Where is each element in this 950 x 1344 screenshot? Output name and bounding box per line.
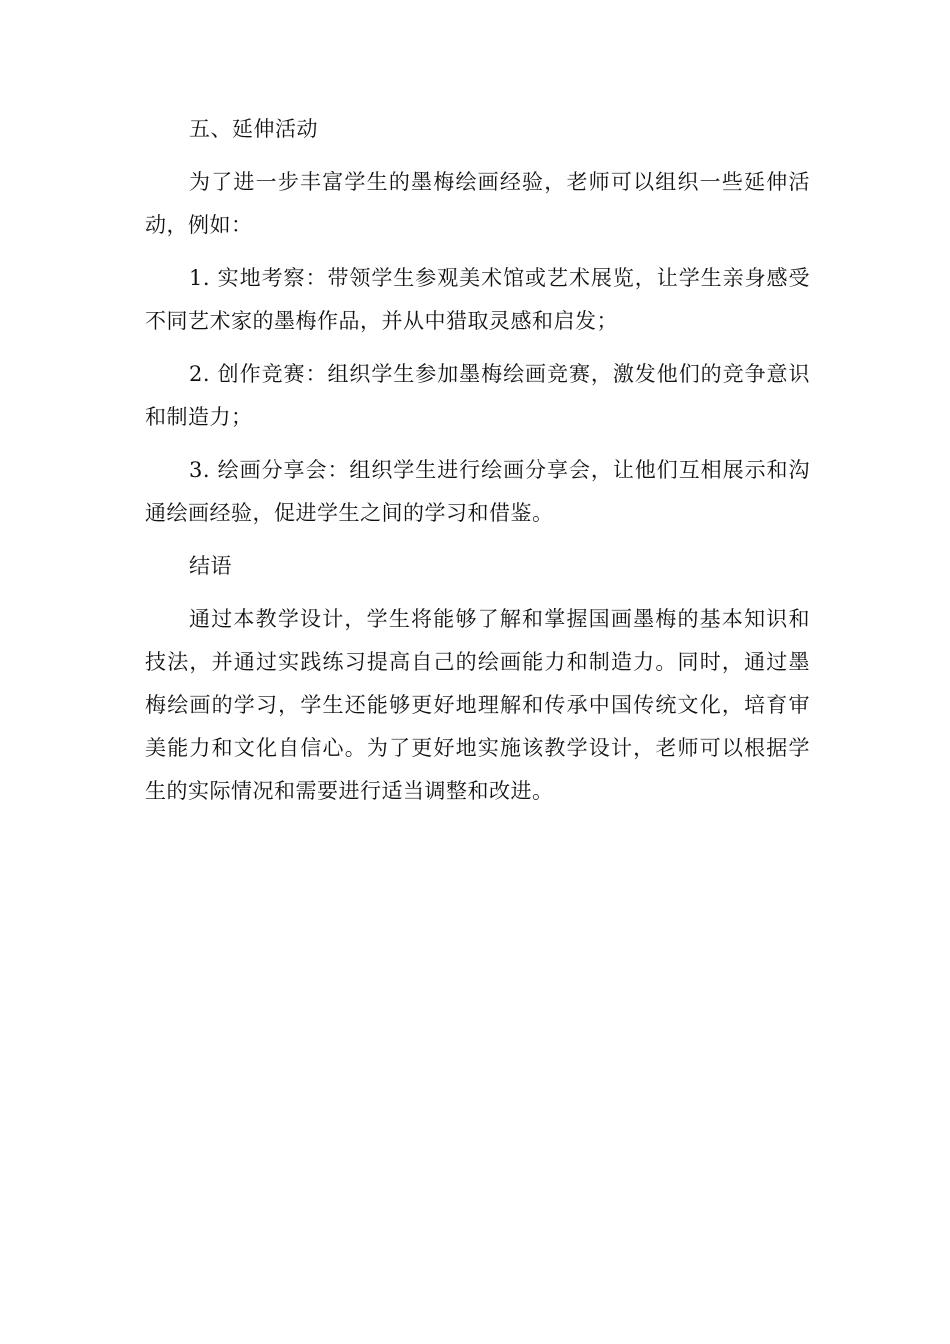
list-item: 2. 创作竞赛：组织学生参加墨梅绘画竞赛，激发他们的竞争意识和制造力；	[145, 362, 810, 429]
list-item: 1. 实地考察：带领学生参观美术馆或艺术展览，让学生亲身感受不同艺术家的墨梅作品，并从中猎取灵感和启发；	[145, 266, 810, 333]
document-content	[145, 108, 810, 823]
conclusion-heading: 结语	[189, 554, 232, 578]
section-intro: 为了进一步丰富学生的墨梅绘画经验，老师可以组织一些延伸活动，例如：	[145, 170, 810, 237]
section-heading: 五、延伸活动	[189, 117, 318, 141]
list-item: 3. 绘画分享会：组织学生进行绘画分享会，让他们互相展示和沟通绘画经验，促进学生之间的学习和借鉴。	[145, 458, 810, 525]
conclusion-body: 通过本教学设计，学生将能够了解和掌握国画墨梅的基本知识和技法，并通过实践练习提高自己的绘画能力和制造力。同时，通过墨梅绘画的学习，学生还能够更好地理解和传承中国传统文化，培育审美能力和文化自信心。为了更好地实施该教学设计，老师可以根据学生的实际情况和需要进行适当调整和改进。	[145, 607, 810, 803]
